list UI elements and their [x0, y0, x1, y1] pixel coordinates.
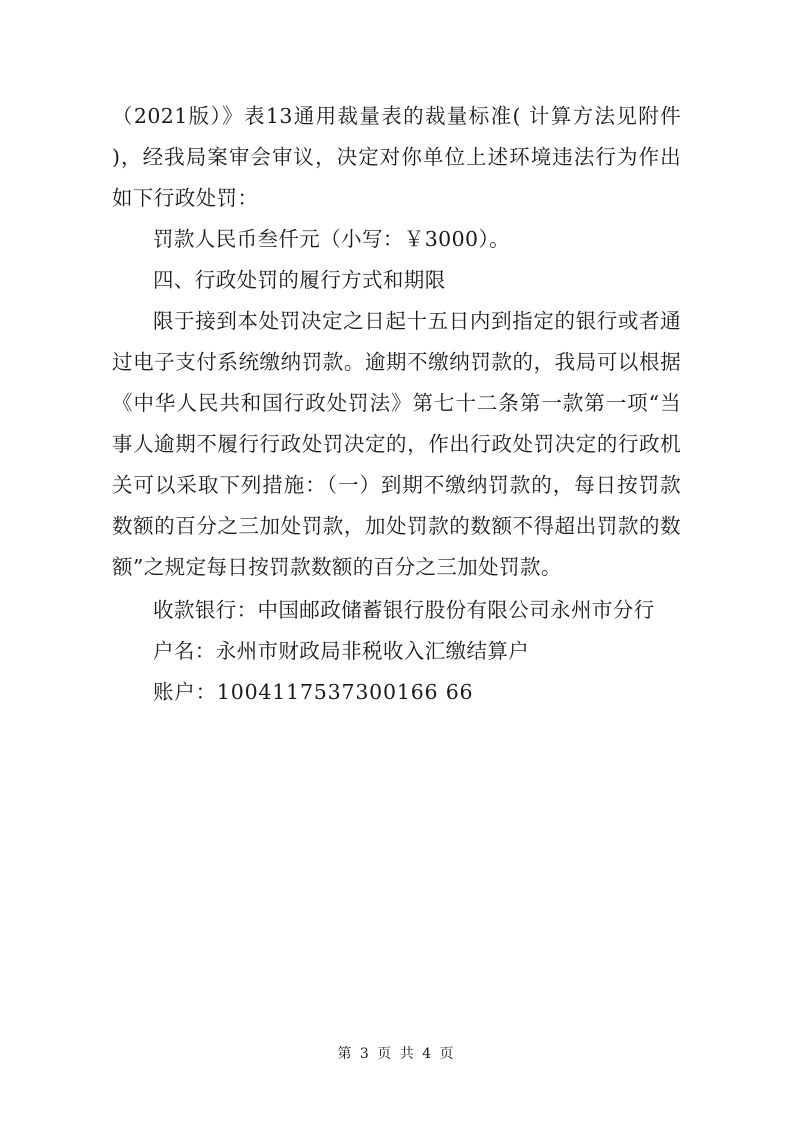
paragraph-standard-reference: （2021版）》表13通用裁量表的裁量标准( 计算方法见附件 )，经我局案审会审议，决定对你单位上述环境违法行为作出如下行政处罚： [112, 104, 681, 210]
account-name-line: 户名：永州市财政局非税收入汇缴结算户 [153, 639, 530, 663]
page-footer: 第 3 页 共 4 页 [337, 1046, 456, 1062]
paragraph-payment-terms: 限于接到本处罚决定之日起十五日内到指定的银行或者通过电子支付系统缴纳罚款。逾期不缴纳罚款的，我局可以根据《中华人民共和国行政处罚法》第七十二条第一款第一项“当事人逾期不履行行政处罚决定的，作出行政处罚决定的行政机关可以采取下列措施：（一）到期不缴纳罚款的，每日按罚款数额的百分之三加处罚款，加处罚款的数额不得超出罚款的数额”之规定每日按罚款数额的百分之三加处罚款。 [112, 309, 681, 579]
bank-name-line: 收款银行：中国邮政储蓄银行股份有限公司永州市分行 [153, 598, 655, 622]
bank-information [112, 590, 681, 713]
paragraph-penalty-amount: 罚款人民币叁仟元（小写：￥3000）。 [153, 227, 511, 251]
document-body [112, 96, 681, 588]
account-number-line: 账户：1004117537300166 66 [153, 680, 474, 704]
paragraph-section-heading-four: 四、行政处罚的履行方式和期限 [153, 268, 446, 292]
